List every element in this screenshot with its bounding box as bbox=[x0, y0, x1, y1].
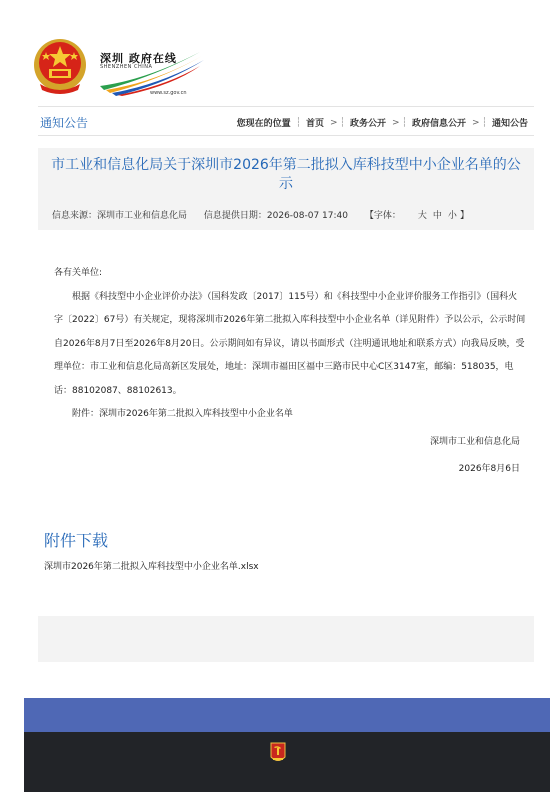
logo-english-text: SHENZHEN CHINA bbox=[100, 64, 153, 70]
logo-chinese-text: 深圳 政府在线 bbox=[100, 52, 177, 65]
body-paragraph: 根据《科技型中小企业评价办法》（国科发政〔2017〕115号）和《科技型中小企业评价服务工作指引》（国科火字〔2022〕67号）有关规定，现将深圳市2026年第二批拟入库科技型中小企业名单（详见附件）予以公示，公示时间自2026年8月7日至2026年8月20日。公示期间如有异议，请以书面形式（注明通讯地址和联系方式）向我局反映，受理单位：市工业和信息化局高新区发展处，地址：深圳市福田区福中三路市民中心C区3147室，邮编：518035，电话：88102087、88102613。 bbox=[54, 291, 526, 396]
article-header bbox=[38, 148, 534, 230]
site-header bbox=[0, 0, 554, 108]
attachment-note: 附件：深圳市2026年第二批拟入库科技型中小企业名单 bbox=[72, 409, 293, 419]
breadcrumb-divider: ┆ bbox=[481, 117, 487, 128]
article-title: 市工业和信息化局关于深圳市2026年第二批拟入库科技型中小企业名单的公示 bbox=[51, 157, 521, 192]
attachment-file-link[interactable]: 深圳市2026年第二批拟入库科技型中小企业名单.xlsx bbox=[44, 562, 259, 572]
logo-url-text: www.sz.gov.cn bbox=[150, 90, 187, 96]
font-size-medium-button[interactable]: 中 bbox=[432, 211, 442, 221]
font-size-small-button[interactable]: 小 bbox=[447, 211, 457, 221]
party-emblem-icon[interactable] bbox=[270, 742, 286, 764]
chevron-right-icon: > bbox=[392, 117, 400, 128]
breadcrumb bbox=[237, 116, 528, 129]
info-source: 信息来源：深圳市工业和信息化局 bbox=[52, 211, 188, 221]
breadcrumb-divider: ┆ bbox=[401, 117, 407, 128]
signature: 深圳市工业和信息化局 bbox=[429, 436, 520, 447]
footer bbox=[24, 732, 550, 792]
article-body bbox=[54, 262, 526, 482]
breadcrumb-divider: ┆ bbox=[339, 117, 346, 128]
section-title: 通知公告 bbox=[40, 116, 89, 130]
chevron-right-icon: > bbox=[472, 117, 480, 128]
breadcrumb-bar bbox=[38, 106, 534, 136]
breadcrumb-gov-affairs-link[interactable]: 政务公开 bbox=[350, 119, 387, 129]
chevron-right-icon: > bbox=[330, 117, 338, 128]
salutation: 各有关单位: bbox=[54, 268, 103, 278]
attachments-heading: 附件下载 bbox=[44, 531, 109, 550]
article-meta bbox=[52, 208, 483, 221]
empty-panel bbox=[38, 616, 534, 662]
font-size-large-button[interactable]: 大 bbox=[417, 211, 427, 221]
location-label: 您现在的位置 bbox=[236, 119, 291, 129]
footer-top-bar bbox=[24, 698, 550, 732]
breadcrumb-divider: ┆ bbox=[295, 117, 302, 128]
sign-date: 2026年8月6日 bbox=[458, 464, 520, 474]
breadcrumb-gov-info-link[interactable]: 政府信息公开 bbox=[412, 119, 467, 129]
national-emblem-icon[interactable] bbox=[32, 36, 88, 96]
breadcrumb-notices-link[interactable]: 通知公告 bbox=[491, 119, 528, 129]
info-date: 信息提供日期：2026-08-07 17:40 bbox=[203, 211, 348, 221]
breadcrumb-home-link[interactable]: 首页 bbox=[306, 119, 325, 129]
font-size-switcher: 【字体： 大 中 小 】 bbox=[364, 211, 469, 221]
